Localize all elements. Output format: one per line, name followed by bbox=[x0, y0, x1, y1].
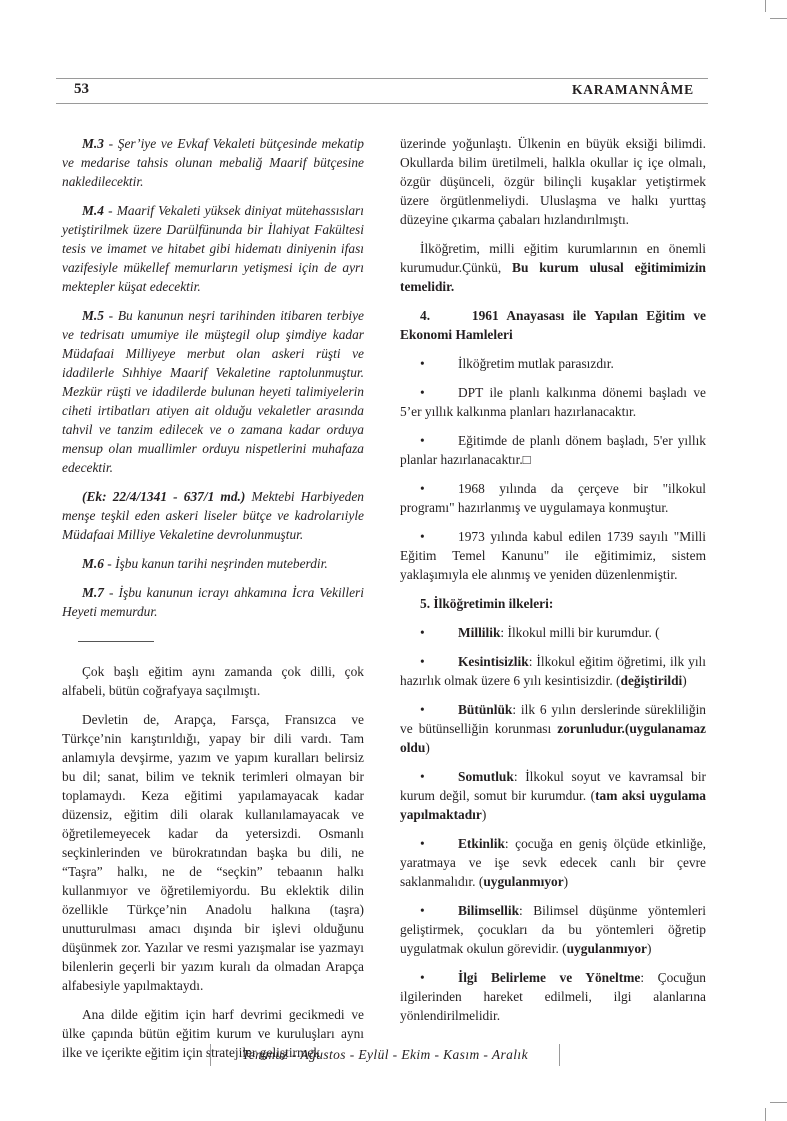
paragraph: Çok başlı eğitim aynı zamanda çok dilli, çok alfabeli, bütün coğrafyaya saçılmıştı. bbox=[62, 664, 364, 698]
article-m4: M.4 - Maarif Vekaleti yüksek diniyat mütehassısları yetiştirilmek üzere Darülfünunda bir İlahiyat Fakültesi tesis ve imamet ve hitabet gibi hidematı diniyenin ifası vazifesiyle mükellef memurların yetişmesi için de ayrı mektepler küşat edecektir. bbox=[62, 203, 364, 294]
bullet-icon: • bbox=[420, 769, 425, 784]
bullet-icon: • bbox=[420, 625, 425, 640]
section-divider bbox=[78, 641, 154, 642]
section-heading-4: 4. 1961 Anayasası ile Yapılan Eğitim ve Ekonomi Hamleleri bbox=[400, 308, 710, 342]
left-column bbox=[62, 134, 364, 1072]
principle-item: • Bilimsellik: Bilimsel düşünme yöntemleri geliştirmek, çocukları da bu yöntemleri öğretip uygulatmak okulun görevidir. (uygulanmıyor) bbox=[400, 903, 706, 956]
article-label: M.7 bbox=[82, 585, 104, 600]
crop-mark bbox=[770, 1102, 787, 1103]
bullet-icon: • bbox=[420, 836, 425, 851]
bullet-item: • 1968 yılında da çerçeve bir "ilkokul programı" hazırlanmış ve uygulamaya konmuştur. bbox=[400, 481, 706, 515]
bullet-icon: • bbox=[420, 702, 425, 717]
paragraph: Devletin de, Arapça, Farsça, Fransızca ve Türkçe’nin karıştırıldığı, yapay bir dili vardı. Tam anlamıyla devşirme, yazım ve yapım kuralları belirsiz bu dil; sanat, bilim ve teknik terimleri olmayan bir toplamaydı. Keza eğitimi yapılamayacak kadar düzensiz, eğitim dili olarak kullanılamayacak ve öğretilemeyecek kadar da yetersizdi. Osmanlı seçkinlerinden ve bürokratından başka bu dili, ne “Taşra” halkı, ne de “seçkin” tebaanın halkı kullanmıyor ve öğretilemiyordu. Bu eklektik dilin özellikle Türkçe’nin Anadolu halkına (taşra) unutturulması amacı dışında bir işlevi olduğunu düşünmek zor. Yazılar ve resmi yazışmalar ise yazmayı bilenlerin geçerli bir yazım kuralı da olmadan Arapça alfabesiyle yapılmaktaydı. bbox=[62, 712, 364, 993]
article-m7: M.7 - İşbu kanunun icrayı ahkamına İcra Vekilleri Heyeti memurdur. bbox=[62, 585, 364, 619]
journal-title: KARAMANNÂME bbox=[571, 82, 694, 97]
article-m3: M.3 - Şer’iye ve Evkaf Vekaleti bütçesinde mekatip ve medarise tahsis olunan mebaliğ Maarif bütçesine nakledilecektir. bbox=[62, 136, 364, 189]
paragraph: üzerinde yoğunlaştı. Ülkenin en büyük eksiği bilimdi. Okullarda bilim üretilmeli, halkla okullar iç içe olmalı, özgür düşünceli, özgür bilinçli kuşaklar yetiştirmek üzere örgütlenmeliydi. Uluslaşma ve halkı yurttaş düzeyine çıkarma çabaları hızlandırılmıştı. bbox=[400, 136, 706, 227]
paragraph: İlköğretim, milli eğitim kurumlarının en önemli kurumudur.Çünkü, Bu kurum ulusal eğitimimizin temelidir. bbox=[400, 241, 706, 294]
crop-mark bbox=[765, 1108, 766, 1121]
paragraph: Ana dilde eğitim için harf devrimi gecikmedi ve ülke çapında bütün eğitim kurum ve kuruluşları aynı ilke ve içerikte eğitim için stratejiler geliştirmek bbox=[62, 1007, 364, 1060]
article-ek: (Ek: 22/4/1341 - 637/1 md.) Mektebi Harbiyeden menşe teşkil eden askeri liseler bütçe ve kadrolarıiyle Müdafaai Milliye Vekaletine devrolunmuştur. bbox=[62, 489, 365, 542]
bullet-item: • Eğitimde de planlı dönem başladı, 5'er yıllık planlar hazırlanacaktır.□ bbox=[400, 433, 706, 467]
principle-item: • Kesintisizlik: İlkokul eğitim öğretimi, ilk yılı hazırlık olmak üzere 6 yılı kesintisizdir. (değiştirildi) bbox=[400, 654, 706, 688]
bullet-icon: • bbox=[420, 433, 425, 448]
bullet-icon: • bbox=[420, 903, 425, 918]
principle-item: • Etkinlik: çocuğa en geniş ölçüde etkinliğe, yaratmaya ve işe sevk edecek canlı bir çevre saklanmalıdır. (uygulanmıyor) bbox=[400, 836, 706, 889]
bullet-icon: • bbox=[420, 654, 425, 669]
bullet-item: • İlköğretim mutlak parasızdır. bbox=[420, 356, 614, 371]
bullet-item: • 1973 yılında kabul edilen 1739 sayılı "Milli Eğitim Temel Kanunu" ile eğitimimiz, sistem yaklaşımıyla ele alınmış ve yeniden düzenlenmiştir. bbox=[400, 529, 706, 582]
right-column bbox=[400, 134, 710, 1035]
principle-item: • Millilik: İlkokul milli bir kurumdur. ( bbox=[420, 625, 660, 640]
principle-item: • Bütünlük: ilk 6 yılın derslerinde sürekliliğin ve bütünselliğin korunması zorunludur.(uygulanamaz oldu) bbox=[400, 702, 706, 755]
page-number: 53 bbox=[74, 81, 89, 97]
bullet-icon: • bbox=[420, 356, 425, 371]
article-label: M.5 bbox=[82, 308, 104, 323]
running-footer: Temmuz - Ağustos - Eylül - Ekim - Kasım - Aralık bbox=[210, 1044, 560, 1066]
emphasis: Bu kurum ulusal eğitimimizin temelidir. bbox=[400, 260, 706, 294]
principle-item: • Somutluk: İlkokul soyut ve kavramsal bir kurum değil, somut bir kurumdur. (tam aksi uygulama yapılmaktadır) bbox=[400, 769, 706, 822]
article-label: M.4 bbox=[82, 203, 104, 218]
article-m5: M.5 - Bu kanunun neşri tarihinden itibaren terbiye ve tedrisatı umumiye ile müştegil olup şimdiye kadar Müdafaai Milliyeye merbut olan askeri rüşti ve idadilerle Sıhhiye Maarif Vekaletine raptolunmuştur. Mezkür rüşti ve idadilerde bulunan heyeti talimiyelerin ciheti irtibatları atiyen ait olduğu vekaletler arasında tahvil ve tanzim edilecek ve o zamana kadar orduya mensup olan muallimler orduyu nispetlerini muhafaza edecektir. bbox=[62, 308, 364, 475]
principle-item: • İlgi Belirleme ve Yöneltme: Çocuğun ilgilerinden hareket edilmeli, ilgi alanlarına yönlendirilmelidir. bbox=[400, 970, 706, 1023]
running-header bbox=[56, 78, 708, 104]
bullet-icon: • bbox=[420, 385, 425, 400]
article-label: M.6 bbox=[82, 556, 104, 571]
crop-mark bbox=[765, 0, 766, 12]
bullet-icon: • bbox=[420, 970, 425, 985]
bullet-item: • DPT ile planlı kalkınma dönemi başladı ve 5’er yıllık kalkınma planları hazırlanacaktır. bbox=[400, 385, 706, 419]
crop-mark bbox=[770, 18, 787, 19]
bullet-icon: • bbox=[420, 529, 425, 544]
article-label: (Ek: 22/4/1341 - 637/1 md.) bbox=[82, 489, 246, 504]
article-label: M.3 bbox=[82, 136, 104, 151]
article-m6: M.6 - İşbu kanun tarihi neşrinden muteberdir. bbox=[82, 556, 328, 571]
section-heading-5: 5. İlköğretimin ilkeleri: bbox=[420, 596, 554, 611]
bullet-icon: • bbox=[420, 481, 425, 496]
